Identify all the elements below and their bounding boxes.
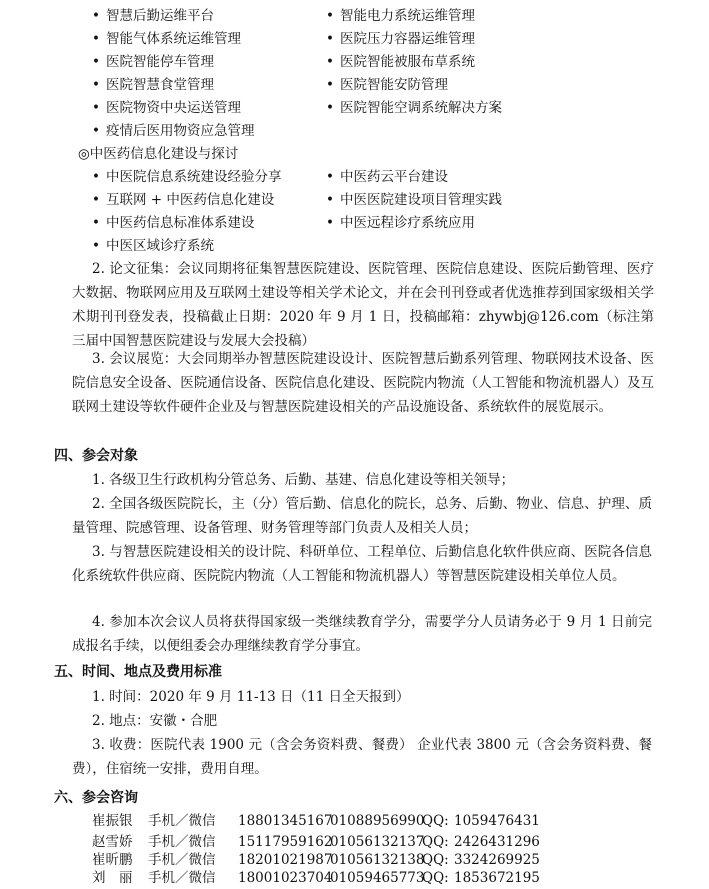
contact-mobile: 18201021987 (238, 852, 333, 868)
bullet-icon: • (92, 100, 100, 116)
contact-role: 手机／微信 (148, 852, 216, 868)
bullet-icon: • (326, 8, 334, 24)
bullet-icon: • (92, 54, 100, 70)
list-item: • 医院智慧食堂管理 (92, 74, 214, 96)
contact-row (92, 811, 564, 832)
contact-qq-label: QQ: (422, 870, 449, 886)
contact-name: 赵雪娇 (92, 834, 133, 850)
bullet-icon: • (326, 169, 334, 185)
list-item: • 智能电力系统运维管理 (326, 5, 475, 27)
contact-tel: 01056132137 (330, 834, 425, 850)
time-line: 1. 时间：2020 年 9 月 11-13 日（11 日全天报到） (92, 689, 410, 705)
bullet-icon: • (326, 54, 334, 70)
list-item: • 疫情后医用物资应急管理 (92, 120, 255, 142)
contact-row (92, 868, 564, 889)
list-item: • 中医远程诊疗系统应用 (326, 212, 475, 234)
bullet-icon: • (92, 192, 100, 208)
attendee-item: 3. 与智慧医院建设相关的设计院、科研单位、工程单位、后勤信息化软件供应商、医院各信息化系统软件供应商、医院院内物流（人工智能和物流机器人）等智慧医院建设相关单位人员。 (72, 544, 652, 584)
contact-role: 手机／微信 (148, 834, 216, 850)
list-item: • 医院智能被服布草系统 (326, 51, 475, 73)
contact-qq-label: QQ: (422, 852, 449, 868)
contact-qq-label: QQ: (422, 834, 449, 850)
list-item: • 互联网 + 中医药信息化建设 (92, 189, 274, 211)
contact-qq: 1853672195 (454, 870, 540, 886)
contact-qq: 3324269925 (454, 852, 540, 868)
list-item: • 医院智能安防管理 (326, 74, 448, 96)
list-item: • 智慧后勤运维平台 (92, 5, 214, 27)
section-subtitle: ◎中医药信息化建设与探讨 (78, 146, 239, 162)
contact-role: 手机／微信 (148, 813, 216, 829)
contact-mobile: 18001023704 (238, 870, 333, 886)
bullet-icon: • (92, 123, 100, 139)
place-line: 2. 地点：安徽・合肥 (92, 713, 218, 729)
contact-role: 手机／微信 (148, 870, 216, 886)
list-item: • 中医药云平台建设 (326, 166, 448, 188)
attendee-item: 1. 各级卫生行政机构分管总务、后勤、基建、信息化建设等相关领导； (92, 472, 515, 488)
contact-tel: 01088956990 (330, 813, 425, 829)
bullet-icon: • (92, 169, 100, 185)
list-item: • 医院智能停车管理 (92, 51, 214, 73)
bullet-icon: • (92, 215, 100, 231)
contact-name: 崔振银 (92, 813, 133, 829)
bullet-icon: • (326, 100, 334, 116)
list-item: • 医院物资中央运送管理 (92, 97, 241, 119)
section-heading: 四、参会对象 (54, 448, 138, 464)
bullet-icon: • (326, 215, 334, 231)
attendee-item: 4. 参加本次会议人员将获得国家级一类继续教育学分，需要学分人员请务必于 9 月 1 日前完成报名手续，以便组委会办理继续教育学分事宜。 (72, 614, 652, 654)
bullet-icon: • (92, 77, 100, 93)
list-item: • 医院压力容器运维管理 (326, 28, 475, 50)
bullet-icon: • (326, 192, 334, 208)
list-item: • 医院智能空调系统解决方案 (326, 97, 502, 119)
section-heading: 五、时间、地点及费用标准 (54, 664, 222, 680)
list-item: • 智能气体系统运维管理 (92, 28, 241, 50)
contact-mobile: 18801345167 (238, 813, 333, 829)
contact-tel: 01059465773 (330, 870, 425, 886)
bullet-icon: • (326, 77, 334, 93)
list-item: • 中医药信息标准体系建设 (92, 212, 255, 234)
attendee-item: 2. 全国各级医院院长，主（分）管后勤、信息化的院长，总务、后勤、物业、信息、护理、质量管理、院感管理、设备管理、财务管理等部门负责人及相关人员； (72, 496, 652, 536)
contact-qq: 1059476431 (454, 813, 540, 829)
bullet-icon: • (92, 31, 100, 47)
contact-name: 崔昕鹏 (92, 852, 133, 868)
exhibition-paragraph: 3. 会议展览：大会同期举办智慧医院建设设计、医院智慧后勤系列管理、物联网技术设备、医院信息安全设备、医院通信设备、医院信息化建设、医院院内物流（人工智能和物流机器人）及互联网土建设等软件硬件企业及与智慧医院建设相关的产品设施设备、系统软件的展览展示。 (72, 351, 654, 415)
list-item: • 中医院信息系统建设经验分享 (92, 166, 282, 188)
contact-mobile: 15117959162 (238, 834, 333, 850)
fee-paragraph: 3. 收费：医院代表 1900 元（含会务资料费、餐费） 企业代表 3800 元（含会务资料费、餐费），住宿统一安排，费用自理。 (72, 737, 652, 777)
contact-qq: 2426431296 (454, 834, 540, 850)
paper-call-paragraph: 2. 论文征集：会议同期将征集智慧医院建设、医院管理、医院信息建设、医院后勤管理、医疗大数据、物联网应用及互联网土建设等相关学术论文，并在会刊刊登或者优选推荐到国家级相关学术期刊刊登发表，投稿截止日期：2020 年 9 月 1 日，投稿邮箱：zhywbj@126.com（标注第三届中国智慧医院建设与发展大会投稿） (72, 261, 654, 349)
bullet-icon: • (92, 8, 100, 24)
contact-qq-label: QQ: (422, 813, 449, 829)
bullet-icon: • (92, 238, 100, 254)
contact-tel: 01056132138 (330, 852, 425, 868)
list-item: • 中医区域诊疗系统 (92, 235, 214, 257)
section-heading: 六、参会咨询 (54, 790, 138, 806)
bullet-icon: • (326, 31, 334, 47)
list-item: • 中医医院建设项目管理实践 (326, 189, 502, 211)
contact-name: 刘 丽 (92, 870, 133, 886)
